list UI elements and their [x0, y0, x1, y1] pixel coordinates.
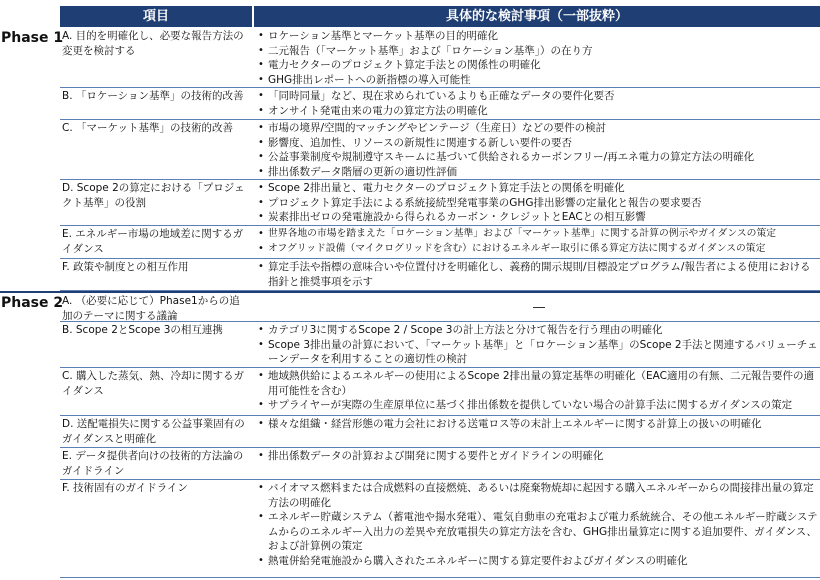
detail-point: • 公益事業制度や規制遵守スキームに基づいて供給されるカーボンフリー/再エネ電力の算定方法の明確化	[258, 150, 820, 165]
detail-point: • 熱電併給発電施設から購入されたエネルギーに関する算定要件およびガイダンスの明確化	[258, 554, 820, 569]
column-header-item: 項目	[60, 6, 252, 27]
detail-point: • バイオマス燃料または合成燃料の直接燃焼、あるいは廃棄物焼却に起因する購入エネルギーからの間接排出量の算定方法の明確化	[258, 481, 820, 510]
detail-point: • 排出係数データの計算および開発に関する要件とガイドラインの明確化	[258, 449, 820, 464]
row-details	[258, 481, 820, 568]
row-item: C. 購入した蒸気、熱、冷却に関するガイダンス	[62, 370, 245, 397]
detail-point: • 二元報告（「マーケット基準」および「ロケーション基準」）の在り方	[258, 44, 820, 59]
table-row	[60, 259, 820, 291]
phase-2-label: Phase 2	[1, 295, 64, 311]
row-details	[258, 227, 820, 256]
detail-point: • 排出係数データ階層の更新の適切性評価	[258, 165, 820, 180]
row-details	[258, 181, 820, 225]
table-row	[60, 293, 820, 322]
detail-point: • 地域熱供給によるエネルギーの使用によるScope 2排出量の算定基準の明確化（EAC適用の有無、二元報告要件の適用可能性を含む）	[258, 369, 820, 398]
table-row	[60, 28, 820, 88]
detail-point: • Scope 3排出量の計算において、「マーケット基準」と「ロケーション基準」のScope 2手法と関連するバリューチェーンデータを利用することの適切性の検討	[258, 338, 820, 367]
row-item: B. 「ロケーション基準」の技術的改善	[62, 90, 244, 102]
table-row	[60, 120, 820, 180]
row-item: A. （必要に応じて）Phase1からの追加のテーマに関する議論	[62, 295, 240, 322]
row-item: E. データ提供者向けの技術的方法論のガイドライン	[62, 450, 244, 477]
row-details	[258, 449, 820, 464]
phase-1-label: Phase 1	[1, 30, 64, 46]
row-item: B. Scope 2とScope 3の相互連携	[62, 324, 223, 336]
detail-point: • オフグリッド設備（マイクログリッドを含む）におけるエネルギー取引に係る算定方法に関するガイダンスの策定	[258, 242, 820, 257]
detail-point: • ロケーション基準とマーケット基準の目的明確化	[258, 29, 820, 44]
detail-point: • プロジェクト算定手法による系統接続型発電事業のGHG排出影響の定量化と報告の要求要否	[258, 196, 820, 211]
table-row	[60, 368, 820, 416]
table-row	[60, 416, 820, 448]
table-row	[60, 448, 820, 480]
table-row	[60, 322, 820, 368]
row-item: E. エネルギー市場の地域差に関するガイダンス	[62, 228, 244, 255]
column-header-details: 具体的な検討事項（一部抜粋）	[254, 6, 820, 27]
detail-point: • Scope 2排出量と、電力セクターのプロジェクト算定手法との関係を明確化	[258, 181, 820, 196]
row-item: D. 送配電損失に関する公益事業固有のガイダンスと明確化	[62, 418, 245, 445]
row-details	[258, 260, 820, 289]
detail-point: • 算定手法や指標の意味合いや位置付けを明確化し、義務的開示規則/目標設定プログラム/報告者による使用における指針と推奨事項を示す	[258, 260, 820, 289]
detail-point: • 様々な組織・経営形態の電力会社における送電ロス等の末計上エネルギーに関する計算上の扱いの明確化	[258, 417, 820, 432]
detail-point: • GHG排出レポートへの新指標の導入可能性	[258, 73, 820, 88]
detail-point: • カテゴリ3に関するScope 2 / Scope 3の計上方法と分けて報告を行う理由の明確化	[258, 323, 820, 338]
table-row	[60, 180, 820, 226]
row-item: A. 目的を明確化し、必要な報告方法の変更を検討する	[62, 30, 244, 57]
row-item: D. Scope 2の算定における「プロジェクト基準」の役割	[62, 182, 245, 209]
detail-point: • 世界各地の市場を踏まえた「ロケーション基準」および「マーケット基準」に関する計算の例示やガイダンスの策定	[258, 227, 820, 242]
table-row	[60, 226, 820, 259]
row-item: C. 「マーケット基準」の技術的改善	[62, 122, 233, 134]
row-details	[258, 369, 820, 413]
detail-point: • 電力セクターのプロジェクト算定手法との関係性の明確化	[258, 58, 820, 73]
row-details	[258, 323, 820, 367]
row-details-empty: ―	[533, 300, 545, 314]
row-details	[258, 29, 820, 87]
row-item: F. 政策や制度との相互作用	[62, 261, 189, 273]
table-row	[60, 480, 820, 578]
row-details	[258, 121, 820, 179]
detail-point: • オンサイト発電由来の電力の算定方法の明確化	[258, 104, 820, 119]
detail-point: • エネルギー貯蔵システム（蓄電池や揚水発電）、電気自動車の充電および電力系統統合、その他エネルギー貯蔵システムからのエネルギー入出力の差異や充放電損失の算定方法を含む、GHG排出量算定に関する追加要件、ガイダンス、および計算例の策定	[258, 510, 820, 554]
row-details	[258, 89, 820, 118]
detail-point: • 「同時同量」など、現在求められているよりも正確なデータの要件化要否	[258, 89, 820, 104]
table-row	[60, 88, 820, 120]
detail-point: • 影響度、追加性、リソースの新規性に関連する新しい要件の要否	[258, 136, 820, 151]
detail-point: • 炭素排出ゼロの発電施設から得られるカーボン・クレジットとEACとの相互影響	[258, 210, 820, 225]
row-item: F. 技術固有のガイドライン	[62, 482, 188, 494]
detail-point: • 市場の境界/空間的マッチングやビンテージ（生産日）などの要件の検討	[258, 121, 820, 136]
row-details	[258, 417, 820, 432]
detail-point: • サプライヤーが実際の生産原単位に基づく排出係数を提供していない場合の計算手法に関するガイダンスの策定	[258, 398, 820, 413]
